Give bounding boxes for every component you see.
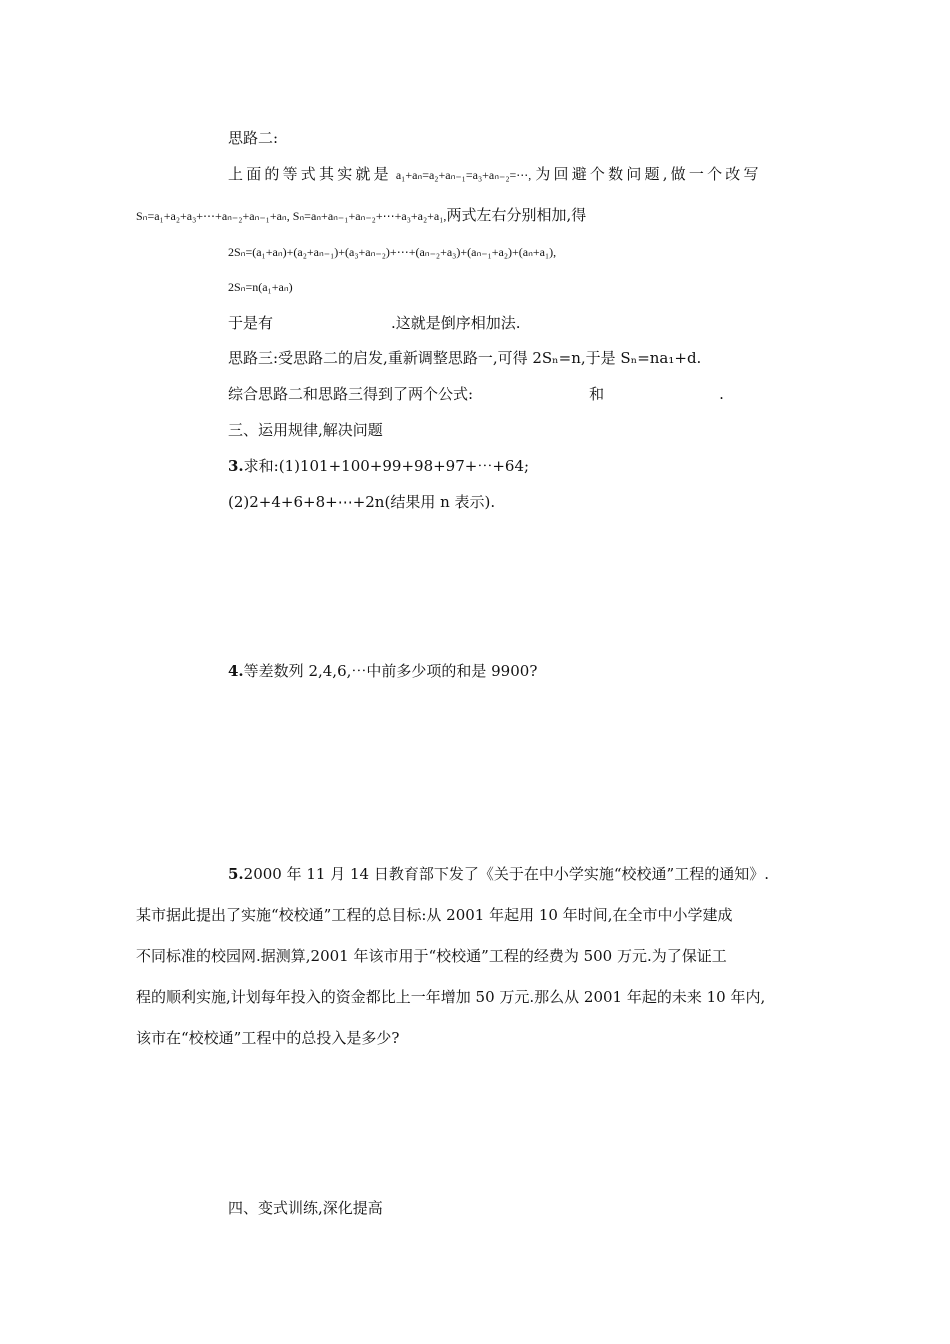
heading-idea-two: 思路二: xyxy=(228,129,279,147)
question-5-line-2: 某市据此提出了实施“校校通”工程的总目标:从 2001 年起用 10 年时间,在全市中小学建成 xyxy=(136,906,733,924)
section-four-heading: 四、变式训练,深化提高 xyxy=(228,1199,383,1217)
paragraph-equal-sums: 上面的等式其实就是 a₁+aₙ=a₂+aₙ₋₁=a₃+aₙ₋₂=⋯, 为回避个数问题,做一个改写 xyxy=(228,165,762,183)
heading-idea-three: 思路三:受思路二的启发,重新调整思路一,可得 2Sₙ=n,于是 Sₙ=na₁+d. xyxy=(228,349,702,367)
question-5-line-1: 5.2000 年 11 月 14 日教育部下发了《关于在中小学实施“校校通”工程的通知》. xyxy=(228,865,769,883)
formula-2sn-result: 2Sₙ=n(a₁+aₙ) xyxy=(228,280,293,294)
two-formulas-line: 综合思路二和思路三得到了两个公式: 和 . xyxy=(228,385,724,403)
question-5-line-5: 该市在“校校通”工程中的总投入是多少? xyxy=(136,1029,400,1047)
question-5-line-4: 程的顺利实施,计划每年投入的资金都比上一年增加 50 万元.那么从 2001 年起的未来 10 年内, xyxy=(136,988,766,1006)
question-3-part-1: 3.求和:(1)101+100+99+98+97+⋯+64; xyxy=(228,457,530,475)
section-three-heading: 三、运用规律,解决问题 xyxy=(228,421,383,439)
reverse-order-sum-line: 于是有 .这就是倒序相加法. xyxy=(228,314,521,332)
formula-sn-forward-backward: Sₙ=a₁+a₂+a₃+⋯+aₙ₋₂+aₙ₋₁+aₙ, Sₙ=aₙ+aₙ₋₁+aₙ₋₂+⋯+a₃+a₂+a₁,两式左右分别相加,得 xyxy=(136,206,587,224)
formula-2sn-expansion: 2Sₙ=(a₁+aₙ)+(a₂+aₙ₋₁)+(a₃+aₙ₋₂)+⋯+(aₙ₋₂+a₃)+(aₙ₋₁+a₂)+(aₙ+a₁), xyxy=(228,245,557,259)
question-5-line-3: 不同标准的校园网.据测算,2001 年该市用于“校校通”工程的经费为 500 万元.为了保证工 xyxy=(136,947,727,965)
question-4: 4.等差数列 2,4,6,⋯中前多少项的和是 9900? xyxy=(228,662,538,680)
question-3-part-2: (2)2+4+6+8+⋯+2n(结果用 n 表示). xyxy=(228,493,496,511)
